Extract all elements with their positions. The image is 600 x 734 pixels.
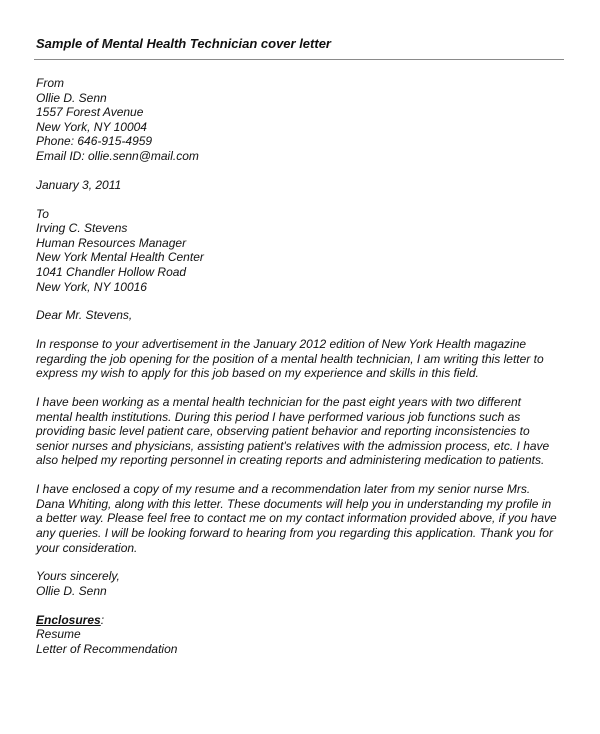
- paragraph-line: In response to your advertisement in the January 2012 edition of New York Health magazine: [36, 337, 527, 352]
- paragraph-3: [36, 482, 576, 555]
- enclosures-colon: :: [100, 612, 105, 627]
- paragraph-line: your consideration.: [36, 540, 138, 555]
- enclosure-item: Letter of Recommendation: [36, 641, 178, 656]
- enclosures-block: [36, 613, 576, 657]
- closing-name: Ollie D. Senn: [36, 583, 107, 598]
- to-label: To: [36, 206, 49, 221]
- sender-email: Email ID: ollie.senn@mail.com: [36, 148, 199, 163]
- paragraph-1: [36, 337, 576, 381]
- enclosure-item: Resume: [36, 627, 81, 642]
- letter-body: [36, 76, 576, 657]
- salutation: Dear Mr. Stevens,: [36, 308, 133, 323]
- closing-block: [36, 569, 576, 598]
- recipient-street: 1041 Chandler Hollow Road: [36, 264, 187, 279]
- date-block: [36, 178, 576, 193]
- paragraph-line: mental health institutions. During this period I have performed various job functions such as: [36, 409, 521, 424]
- sender-name: Ollie D. Senn: [36, 90, 107, 105]
- recipient-title: Human Resources Manager: [36, 235, 187, 250]
- sender-block: [36, 76, 576, 164]
- document-title: Sample of Mental Health Technician cover letter: [36, 36, 331, 51]
- letter-date: January 3, 2011: [36, 177, 122, 192]
- recipient-organization: New York Mental Health Center: [36, 250, 204, 265]
- closing-line: Yours sincerely,: [36, 569, 120, 584]
- recipient-block: [36, 207, 576, 295]
- salutation-block: [36, 308, 576, 323]
- paragraph-line: also helped my reporting personnel in creating reports and administering medication to patients.: [36, 453, 545, 468]
- sender-city: New York, NY 10004: [36, 119, 147, 134]
- recipient-city: New York, NY 10016: [36, 279, 147, 294]
- paragraph-line: Dana Whiting, along with this letter. These documents will help you in understanding my profile in: [36, 496, 552, 511]
- enclosures-heading: [36, 613, 576, 628]
- title-divider: [34, 59, 564, 60]
- enclosures-label: Enclosures: [36, 612, 101, 627]
- sender-phone: Phone: 646-915-4959: [36, 134, 153, 149]
- paragraph-line: providing basic level patient care, observing patient behavior and reporting inconsistencies to: [36, 424, 530, 439]
- paragraph-line: I have been working as a mental health technician for the past eight years with two different: [36, 395, 521, 410]
- paragraph-line: I have enclosed a copy of my resume and a recommendation later from my senior nurse Mrs.: [36, 482, 531, 497]
- from-label: From: [36, 76, 64, 90]
- recipient-name: Irving C. Stevens: [36, 221, 128, 236]
- paragraph-line: senior nurses and physicians, assisting patient's relatives with the admission process, etc. I have: [36, 438, 550, 453]
- paragraph-2: [36, 395, 576, 468]
- paragraph-line: any queries. I will be looking forward to hearing from you regarding this application. Thank you for: [36, 525, 553, 540]
- sender-street: 1557 Forest Avenue: [36, 105, 144, 120]
- paragraph-line: a better way. Please feel free to contact me on my contact information provided above, if you have: [36, 511, 557, 526]
- paragraph-line: regarding the job opening for the position of a mental health technician, I am writing this letter to: [36, 351, 544, 366]
- paragraph-line: express my wish to apply for this job based on my experience and skills in this field.: [36, 366, 479, 381]
